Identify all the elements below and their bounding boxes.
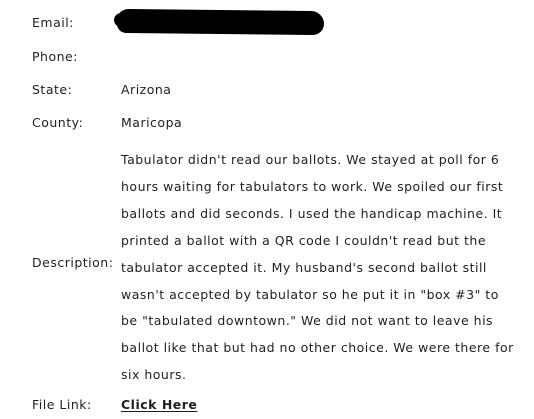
description-value: Tabulator didn't read our ballots. We stayed at poll for 6 hours waiting for tabulators to work. We spoiled our first ballots and did seconds. I used the handicap machine. It printed a ballot with a QR code I couldn't read but the tabulator accepted it. My husband's second ballot still wasn't accepted by tabulator so he put it in "box #3" to be "tabulated downtown." We did not want to leave his ballot like that but had no other choice. We were there for six hours. [121,152,514,383]
state-value: Arizona [121,82,172,97]
state-label: State: [32,82,73,97]
phone-label: Phone: [32,49,78,64]
description-label: Description: [32,255,114,270]
file-link-label: File Link: [32,397,92,412]
email-redaction [117,9,324,35]
email-label: Email: [32,15,74,30]
file-link[interactable]: Click Here [121,397,198,412]
county-label: County: [32,115,84,130]
county-value: Maricopa [121,115,183,130]
